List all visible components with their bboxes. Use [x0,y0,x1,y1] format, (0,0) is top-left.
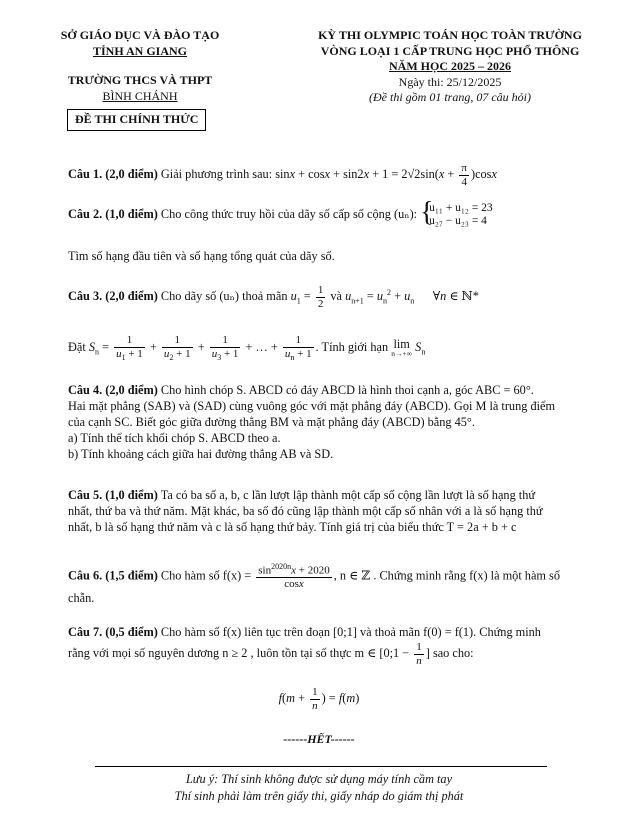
question-5: Câu 5. (1,0 điểm) Ta có ba số a, b, c lần lượt lập thành một cấp số cộng lần lượt là số hạng thứ nhất, thứ ba và thứ năm. Mặt khác, ba số đó cũng lập thành một cấp số nhân với a là số hạng thứ nhất, b là số hạng thứ năm và c là số hạng thứ bảy. Tính giá trị của biểu thức T = 2a + b + c [68,488,543,534]
equation-2: u₂₇ − u₂₃ = 4 [429,215,487,228]
school-year: NĂM HỌC 2025 – 2026 [389,59,511,74]
question-label: Câu 5. (1,0 điểm) [68,488,158,502]
question-label: Câu 7. (0,5 điểm) [68,625,158,639]
footer-note-2: Thí sinh phải làm trên giấy thi, giấy nháp do giám thị phát [174,789,464,804]
question-label: Câu 6. (1,5 điểm) [68,568,158,583]
question-label: Câu 2. (1,0 điểm) [68,207,158,222]
question-3 [68,284,588,310]
department-name: SỞ GIÁO DỤC VÀ ĐÀO TẠO [60,28,220,42]
function-fraction: $\frac{\sin^{2020n}x + 2020}{\cos x}$ [258,562,330,591]
question-7-formula: f(m + $\frac{1}{n}$ ) = f(m) [278,686,360,712]
page-note: (Đề thi gồm 01 trang, 07 câu hỏi) [369,90,531,105]
question-2 [68,202,588,228]
question-label: Câu 1. (2,0 điểm) [68,166,158,181]
end-mark: ------HẾT------ [283,732,355,746]
equation-system [420,202,493,228]
sequence-definition: $u_1$ = $\frac{1}{2}$ và $u_{n+1} = u_n^2 + u_n$ ∀n ∈ ℕ* [290,284,479,310]
part-b: b) Tính khoảng cách giữa hai đường thẳng AB và SD. [68,446,334,461]
exam-title-block [290,28,610,106]
question-2-task: Tìm số hạng đầu tiên và số hạng tổng quát của dãy số. [68,249,335,263]
question-text: Cho dãy số (uₙ) thoả mãn [160,288,288,303]
question-6: Câu 6. (1,5 điểm) Cho hàm số f(x) = $\frac{\sin^{2020n}x + 2020}{\cos x}$ , n ∈ ℤ . Chứng minh rằng f(x) là một hàm số chẵn. [68,562,560,605]
question-label: Câu 3. (2,0 điểm) [68,288,158,303]
exam-title: KỲ THI OLYMPIC TOÁN HỌC TOÀN TRƯỜNG [318,28,582,42]
exam-date: Ngày thi: 25/12/2025 [398,74,502,89]
interval: [0;1 − $\frac{1}{n}$ ] [379,640,430,667]
question-text: Giải phương trình sau: [160,166,273,181]
question-text: Cho công thức truy hồi của dãy số cấp số cộng (uₙ): [160,207,418,222]
official-exam-label: ĐỀ THI CHÍNH THỨC [67,109,206,131]
school-location: BÌNH CHÁNH [102,88,178,103]
question-label: Câu 4. (2,0 điểm) [68,383,158,397]
equation-1: { u₁₁ + u₁₂ = 23 [429,202,493,214]
equation: sinx + cosx + sin2x + 1 = 2√2sin(x + $\frac{\pi}{4}$ )cosx [275,162,497,188]
question-7: Câu 7. (0,5 điểm) Cho hàm số f(x) liên tục trên đoạn [0;1] và thoả mãn f(0) = f(1). Chứng minh rằng với mọi số nguyên dương n ≥ 2 , luôn tồn tại số thực m ∈ [0;1 − $\frac{1}{n}$ ] sao cho: [68,625,541,667]
question-3-sum: Đặt $S_n$ = $\frac{1}{u_1 + 1}$ + $\frac{1}{u_2 + 1}$ + $\frac{1}{u_3 + 1}$ + … + $\frac{1}{u_n + 1}$ . Tính giới hạn lim n→+∞ $S_n$ [68,334,426,362]
question-4: Câu 4. (2,0 điểm) Cho hình chóp S. ABCD có đáy ABCD là hình thoi cạnh a, góc ABC = 60°. Hai mặt phẳng (SAB) và (SAD) cùng vuông góc với mặt phẳng đáy (ABCD). Gọi M là trung điểm của cạnh SC. Biết góc giữa đường thẳng BM và mặt phẳng đáy (ABCD) bằng 45°. a) Tính thể tích khối chóp S. ABCD theo a. b) Tính khoảng cách giữa hai đường thẳng AB và SD. [68,383,556,461]
footer-divider [95,766,547,767]
province-name: TỈNH AN GIANG [92,43,187,58]
school-name: TRƯỜNG THCS VÀ THPT [67,73,213,88]
footer-notes [0,771,638,805]
part-a: a) Tính thể tích khối chóp S. ABCD theo a. [68,430,281,445]
issuer-block [40,28,240,104]
question-1 [68,162,588,188]
footer-note-1: Lưu ý: Thí sinh không được sử dụng máy tính cầm tay [185,772,453,786]
exam-round: VÒNG LOẠI 1 CẤP TRUNG HỌC PHỔ THÔNG [320,43,580,58]
limit-expression: lim n→+∞ [391,337,413,359]
